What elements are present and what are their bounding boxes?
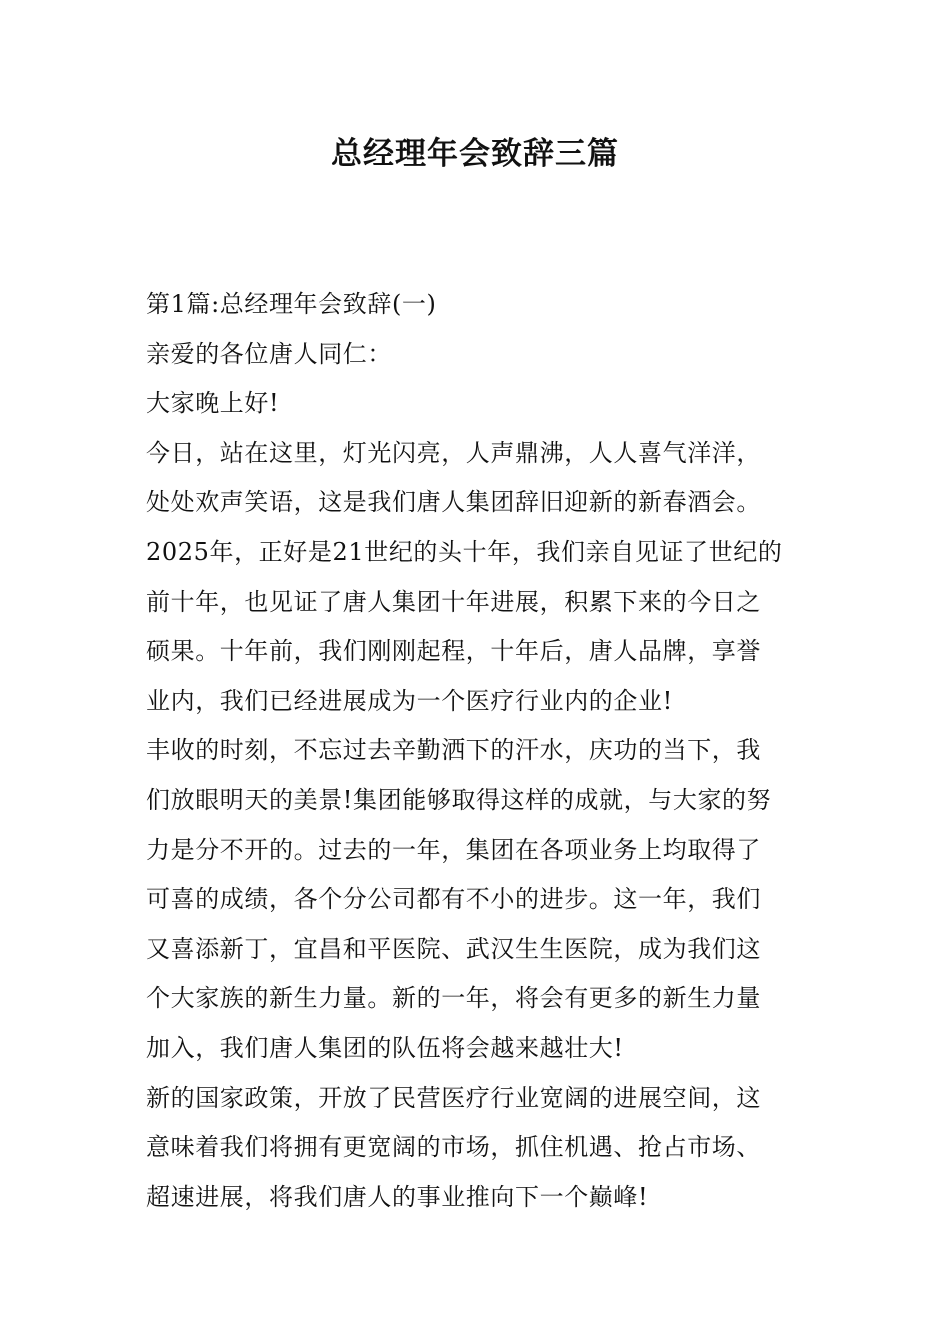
- text-line: 前十年，也见证了唐人集团十年进展，积累下来的今日之: [146, 587, 761, 616]
- text-line: 今日，站在这里，灯光闪亮，人声鼎沸，人人喜气洋洋，: [146, 438, 761, 467]
- document-body: [146, 280, 836, 1222]
- text-line: 意味着我们将拥有更宽阔的市场，抓住机遇、抢占市场、: [146, 1133, 761, 1162]
- text-line: 又喜添新丁，宜昌和平医院、武汉生生医院，成为我们这: [146, 934, 761, 963]
- text-line: 力是分不开的。过去的一年，集团在各项业务上均取得了: [146, 835, 761, 864]
- text-line: 超速进展，将我们唐人的事业推向下一个巅峰!: [146, 1182, 649, 1211]
- text-line: 个大家族的新生力量。新的一年，将会有更多的新生力量: [146, 984, 761, 1013]
- text-line: 2025年，正好是21世纪的头十年，我们亲自见证了世纪的: [146, 537, 783, 566]
- text-line: 业内，我们已经进展成为一个医疗行业内的企业!: [146, 686, 673, 715]
- text-line: 硕果。十年前，我们刚刚起程，十年后，唐人品牌，享誉: [146, 637, 761, 666]
- section-heading: 第1篇:总经理年会致辞(一): [146, 290, 437, 318]
- text-line: 处处欢声笑语，这是我们唐人集团辞旧迎新的新春酒会。: [146, 488, 761, 517]
- text-line: 加入，我们唐人集团的队伍将会越来越壮大!: [146, 1033, 624, 1062]
- text-line: 丰收的时刻，不忘过去辛勤洒下的汗水，庆功的当下，我: [146, 736, 761, 765]
- text-line: 新的国家政策，开放了民营医疗行业宽阔的进展空间，这: [146, 1083, 761, 1112]
- salutation: 亲爱的各位唐人同仁：: [146, 339, 392, 368]
- text-line: 可喜的成绩，各个分公司都有不小的进步。这一年，我们: [146, 885, 761, 914]
- page-title: 总经理年会致辞三篇: [331, 136, 619, 172]
- greeting: 大家晚上好!: [146, 389, 280, 418]
- text-line: 们放眼明天的美景!集团能够取得这样的成就，与大家的努: [146, 785, 772, 814]
